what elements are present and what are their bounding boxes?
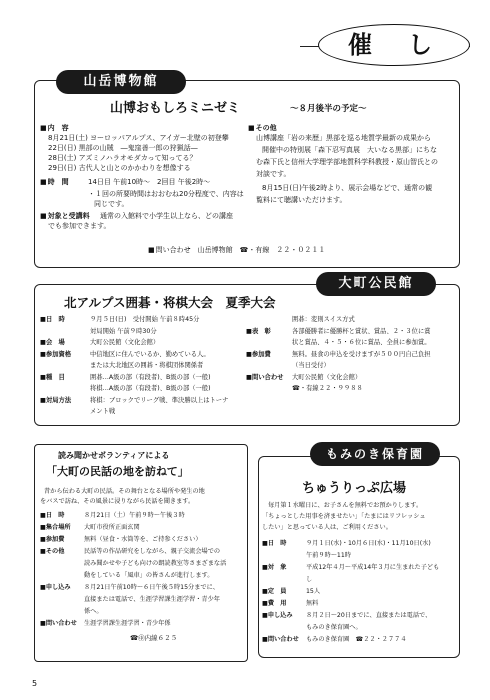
info-row-label: ■問い合わせ <box>262 636 299 643</box>
info-row-text: もみのき保育園へ。 <box>306 624 362 631</box>
info-row <box>262 612 456 624</box>
info-row <box>40 328 245 340</box>
museum-time-note: ・１回の所要時間はおおむね20分程度で、内容は <box>88 190 244 198</box>
info-row-text: 状と賞品、４・５・６位に賞品、全員に参加賞。 <box>292 339 431 346</box>
volunteer-rows <box>40 512 244 632</box>
museum-other-head: ■ その他 <box>248 124 277 134</box>
kominkan-left-column <box>40 316 245 420</box>
nursery-rows <box>262 540 456 648</box>
museum-content-line: 28日(土) アズミノハラオモダカって知ってる？ <box>48 154 197 162</box>
info-row-label: ■定 員 <box>262 588 287 595</box>
museum-content-line: 22日(日) 黒部の山賊 ―鬼窪善一郎の狩猟話― <box>48 144 198 152</box>
info-row <box>262 624 456 636</box>
museum-fee-text: でも参加できます。 <box>48 222 111 230</box>
info-row-text: 直接または電話で、生涯学習課生涯学習・青少年 <box>84 596 220 603</box>
kominkan-right-column <box>246 316 454 397</box>
museum-time-label: ■ 時 間 <box>40 178 69 188</box>
info-row-text: 大町公民館（文化会館） <box>292 373 362 381</box>
info-row <box>246 351 454 363</box>
info-row-text: 15人 <box>306 588 321 595</box>
info-row <box>40 351 245 363</box>
info-row <box>40 385 245 397</box>
museum-other-line: 山博講座「岩の来歴」黒部を巡る地質学最新の成果から <box>256 134 431 142</box>
info-row-label: ■参加費 <box>40 536 65 543</box>
info-row-text: 各部優勝者に優勝杯と賞状、賞品、２・３位に賞 <box>292 327 431 335</box>
nursery-body: 毎月第１水曜日に、お子さんを無料でお預かりします。 <box>268 502 423 509</box>
info-row <box>246 374 454 386</box>
info-row-text: （当日受付） <box>292 362 330 369</box>
info-row <box>40 512 244 524</box>
info-row <box>262 600 456 612</box>
info-row <box>40 397 245 409</box>
info-row <box>40 339 245 351</box>
museum-content-line: 29日(日) 古代人と山とのかかわりを想像する <box>48 164 191 172</box>
info-row-text: 無料（昼食・水筒等を、ご持参ください） <box>84 536 202 543</box>
info-row <box>40 548 244 560</box>
volunteer-phone: ☎㊥内線６２５ <box>130 634 178 642</box>
info-row <box>40 608 244 620</box>
info-row-text: ☎・有線２２・９９８８ <box>292 385 363 392</box>
info-row <box>40 316 245 328</box>
info-row <box>40 572 244 584</box>
info-row-label: ■日 時 <box>40 316 65 323</box>
info-row-text: ８月２日～20日までに、直接または電話で、 <box>306 612 432 619</box>
info-row-label: ■日 時 <box>262 540 287 547</box>
museum-fee-text: 通常の入館料で小学生以上なら、どの講座 <box>100 212 233 220</box>
info-row-text: 平成12年４月～平成14年３月に生まれた子ども <box>306 564 440 571</box>
info-row-text: 係へ。 <box>84 608 103 615</box>
info-row <box>262 576 456 588</box>
nursery-label: もみのき保育園 <box>310 442 440 466</box>
info-row <box>246 385 454 397</box>
info-row <box>40 374 245 386</box>
info-row-label: ■問い合わせ <box>40 620 77 627</box>
info-row-label: ■問い合わせ <box>246 373 284 381</box>
info-row-text: 対局開始 午前９時30分 <box>90 327 157 335</box>
info-row <box>246 328 454 340</box>
museum-fee-label: ■ 対象と受講料 <box>40 212 90 222</box>
museum-other-line: む森下氏と信州大学理学部地質科学科教授・原山智氏との <box>256 158 438 166</box>
info-row <box>262 564 456 576</box>
museum-section <box>34 80 460 268</box>
info-row <box>40 584 244 596</box>
museum-other-line: 対談です。 <box>256 170 291 178</box>
info-row <box>40 596 244 608</box>
volunteer-body: 昔から伝わる大町の民話。その舞台となる場所や発生の地 <box>44 488 205 495</box>
info-row <box>246 316 454 328</box>
info-row-text: 将棋…A級の部（有段者)、B級の部（一般) <box>90 385 211 392</box>
info-row-text: 生涯学習課生涯学習・青少年係 <box>84 620 171 627</box>
nursery-body: したい」と思っている人は、ご利用ください。 <box>262 524 392 531</box>
info-row-label: ■参加費 <box>246 350 271 358</box>
info-row-label: ■表 彰 <box>246 327 271 335</box>
info-row <box>40 536 244 548</box>
info-row-text: 囲碁：変則スイス方式 <box>292 316 355 323</box>
info-row-label: ■申し込み <box>262 612 293 619</box>
info-row-text: し <box>306 576 313 583</box>
info-row-label: ■参加資格 <box>40 350 72 358</box>
museum-contact: ■ 問い合わせ 山岳博物館 ☎・有線 ２２・０２１１ <box>148 246 325 256</box>
info-row-text: ８月21日午前10時～６日午後５時15分までに、 <box>84 584 219 591</box>
info-row-text: 民話等の作品研究をしながら、親子交流会場での <box>84 548 221 555</box>
page-number: 5 <box>32 679 38 688</box>
museum-content-line: 8月21日(土) ヨーロッパアルプス、アイガー北壁の初登攀 <box>48 134 229 142</box>
info-row-text: 動をしている「風車」の皆さんが進行します。 <box>84 572 214 579</box>
info-row-text: 大町市役所正面玄関 <box>84 524 140 531</box>
info-row-label: ■集合場所 <box>40 524 71 531</box>
info-row-text: 無料。昼食の申込を受けますが５００円自己負担 <box>292 350 431 358</box>
info-row <box>246 339 454 351</box>
nursery-title: ちゅうりっぷ広場 <box>302 481 407 496</box>
info-row <box>262 552 456 564</box>
info-row-text: 午前９時～11時 <box>306 552 351 559</box>
info-row-text: 大町公民館（文化会館） <box>90 339 160 346</box>
volunteer-title: 「大町の民話の地を訪ねて」 <box>46 465 189 478</box>
info-row <box>40 362 245 374</box>
info-row <box>40 408 245 420</box>
info-row-label: ■日 時 <box>40 512 65 519</box>
museum-title: 山博おもしろミニゼミ <box>110 101 241 116</box>
info-row <box>262 588 456 600</box>
info-row-label: ■種 目 <box>40 373 65 381</box>
info-row-text: 中信地区に住んでいるか、勤めている人。 <box>90 350 210 358</box>
info-row <box>246 362 454 374</box>
kominkan-title: 北アルプス囲碁・将棋大会 夏季大会 <box>64 295 276 310</box>
nursery-body: 「ちょっとした用事を済ませたい」「たまにはリフレッシュ <box>262 513 426 520</box>
museum-other-line: 覧料にて聴講いただけます。 <box>256 196 347 204</box>
info-row-label: ■対局方法 <box>40 396 72 404</box>
info-row-text: または大北地区の囲碁・将棋団体関係者 <box>90 362 204 369</box>
museum-other-line: 開催中の特別展「森下忍写真展 大いなる黒部」にちな <box>262 146 437 154</box>
museum-other-line: 8月15日(日)午後2時より、展示会場などで、通常の観 <box>262 184 433 192</box>
info-row-label: ■対 象 <box>262 564 287 571</box>
info-row <box>262 540 456 552</box>
info-row <box>40 560 244 572</box>
info-row-text: ８月21日（土）午前９時～午後３時 <box>84 512 185 519</box>
volunteer-body: をバスで訪ね、その風景に浸りながら民話を聞きます。 <box>40 498 195 505</box>
info-row-text: 読み聞かせや子ども向けの朗読教室等さまざまな活 <box>84 560 227 567</box>
info-row-text: メント戦 <box>90 408 116 415</box>
museum-time-text: 14日目 午前10時～ 2回目 午後2時～ <box>88 178 211 186</box>
info-row-text: ９月１日(水)・10月６日(水)・11月10日(水) <box>306 540 431 547</box>
info-row-label: ■会 場 <box>40 339 65 346</box>
info-row-label: ■その他 <box>40 548 65 555</box>
info-row <box>40 524 244 536</box>
info-row-text: 無料 <box>306 600 319 607</box>
info-row-label: ■費 用 <box>262 600 287 607</box>
info-row-text: もみのき保育園 ☎２２・２７７４ <box>306 636 407 643</box>
info-row <box>40 620 244 632</box>
museum-time-note: 同じです。 <box>94 200 129 208</box>
info-row-text: 囲碁…A級の部（有段者)、B級の部（一般) <box>90 373 211 381</box>
info-row-text: 将棋：ブロックでリーグ戦、準決勝以上はトーナ <box>90 396 229 404</box>
kominkan-label: 大町公民館 <box>316 272 436 296</box>
info-row-text: ９月５日(日) 受付開始 午前８時45分 <box>90 316 200 323</box>
volunteer-intro: 読み聞かせボランティアによる <box>58 451 170 460</box>
info-row <box>262 636 456 648</box>
museum-subtitle: ～８月後半の予定～ <box>290 104 367 114</box>
museum-label: 山岳博物館 <box>56 70 186 94</box>
info-row-label: ■申し込み <box>40 584 71 591</box>
museum-content-head: ■ 内 容 <box>40 124 69 134</box>
page-title: 催 し <box>348 30 438 59</box>
